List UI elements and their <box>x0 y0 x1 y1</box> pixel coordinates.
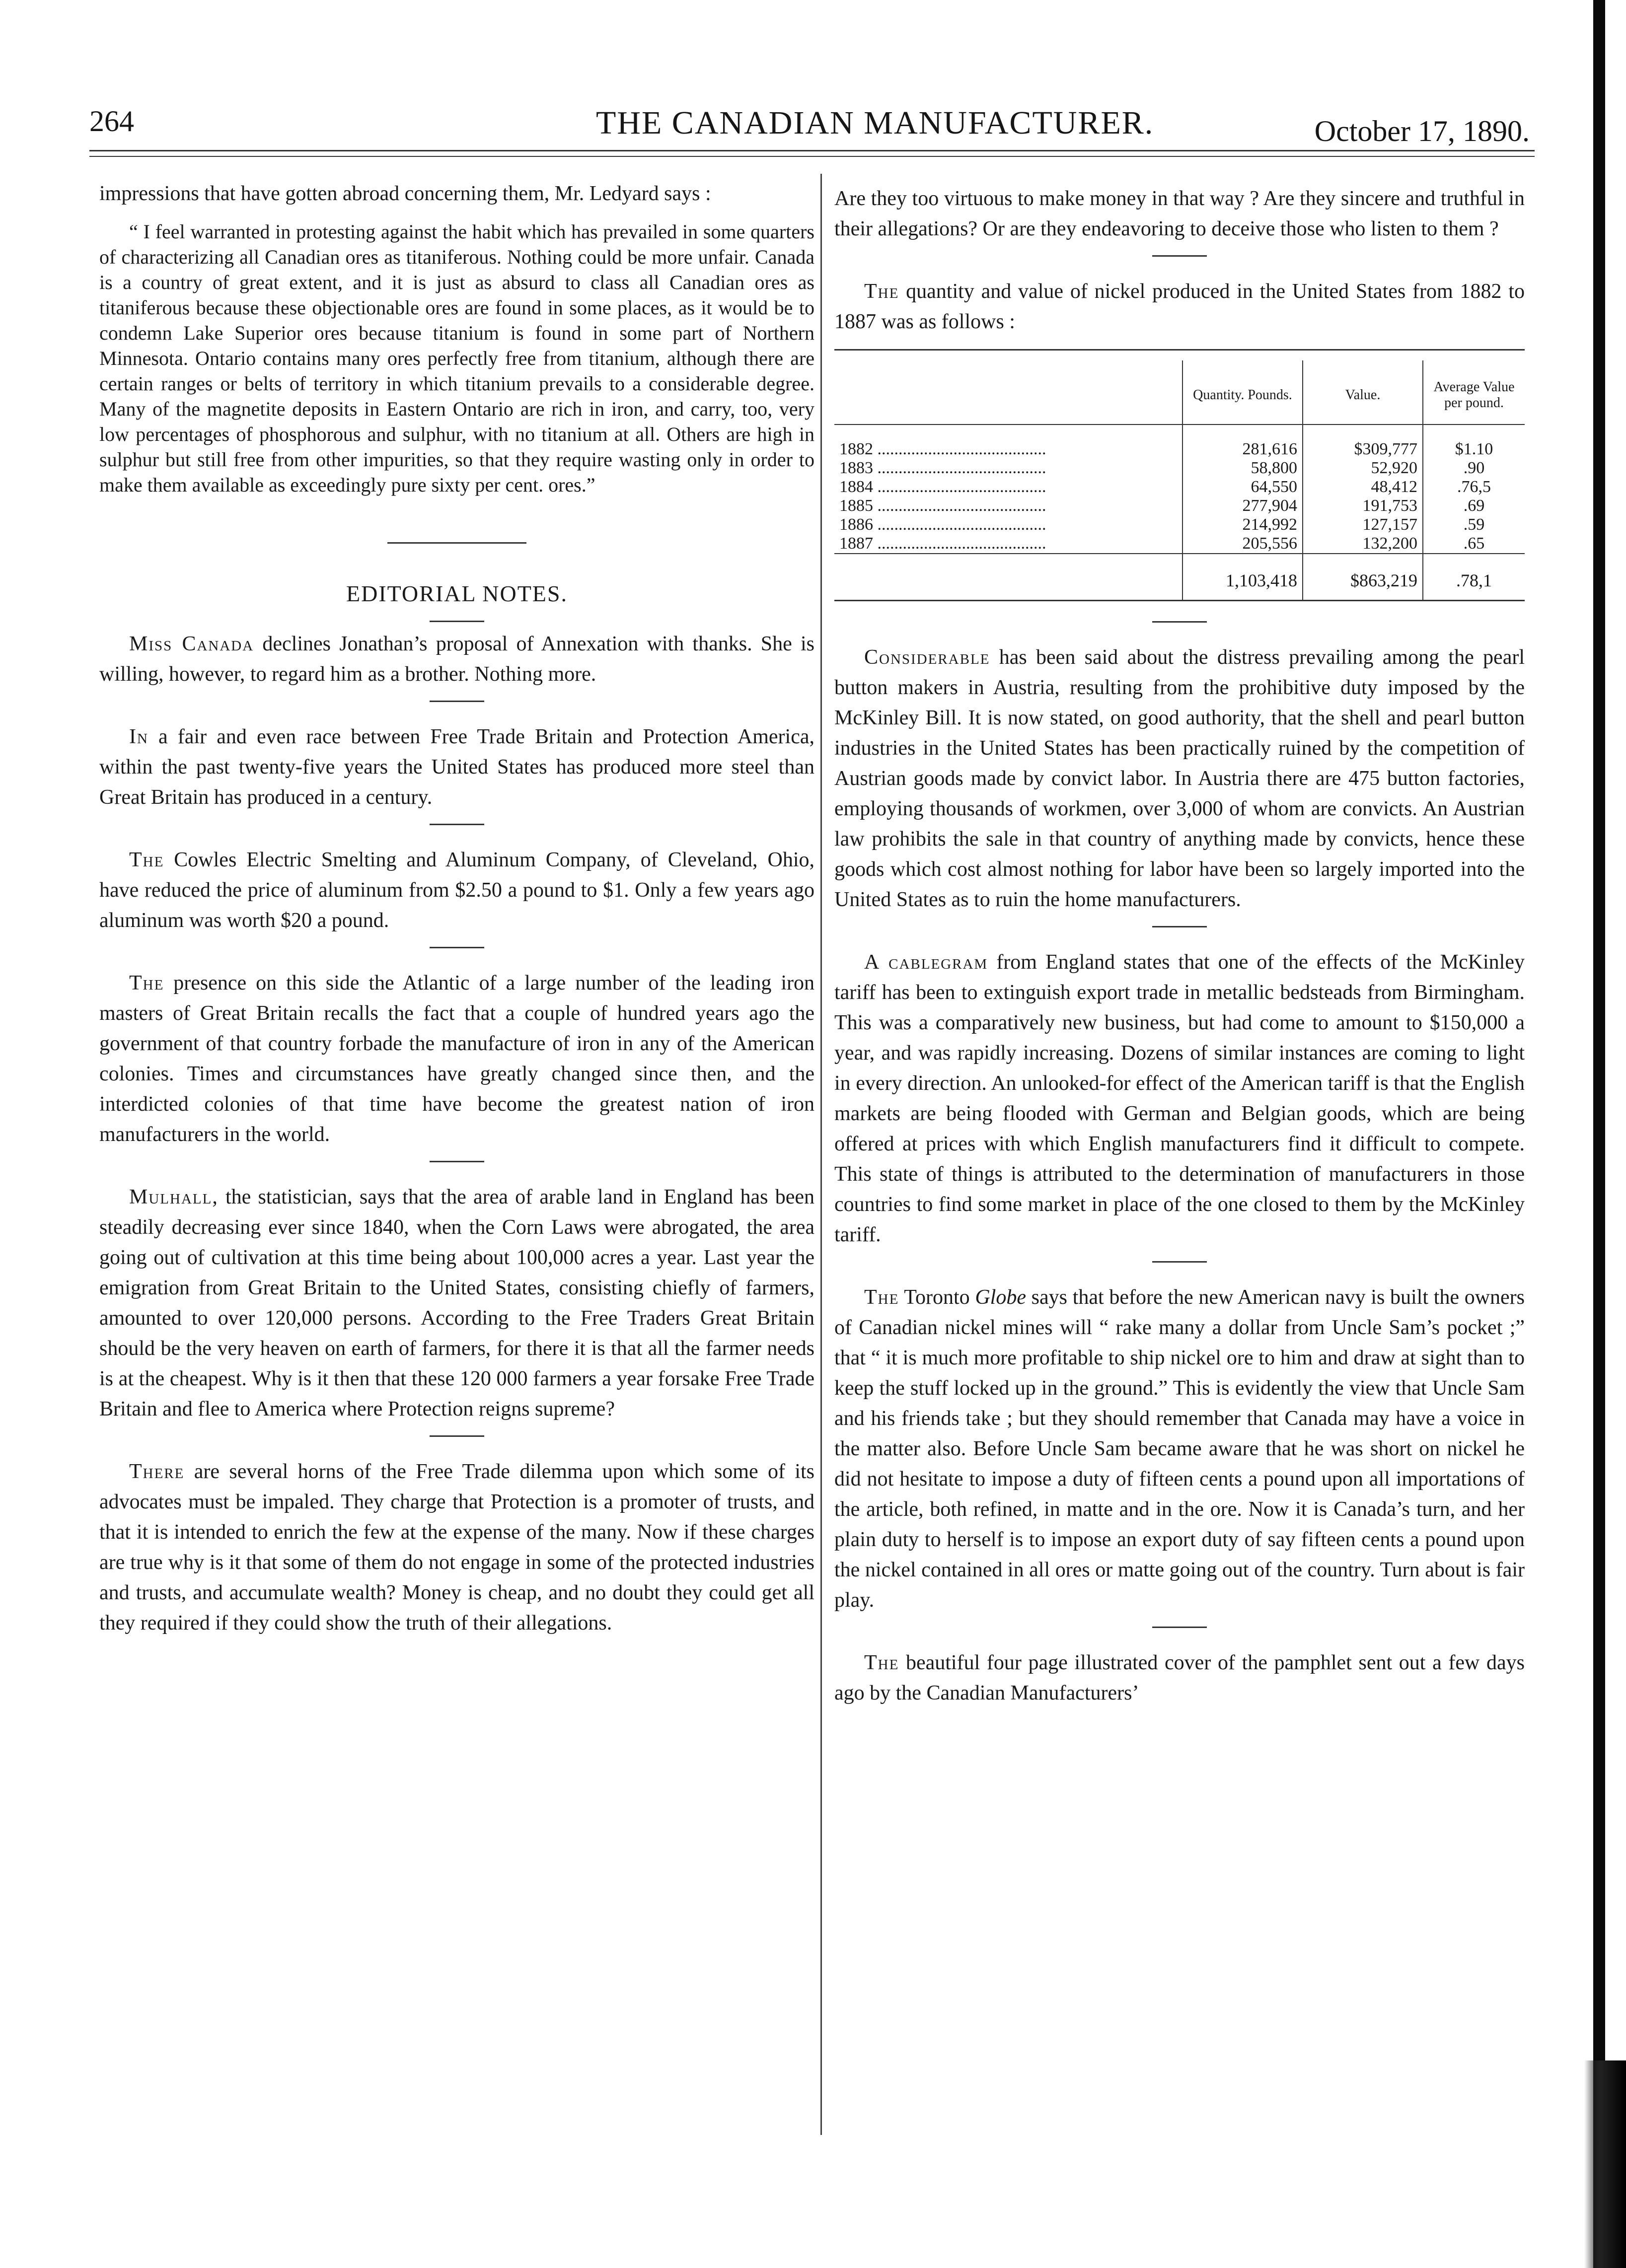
note-text: says that before the new American navy is built the owners of Canadian nickel mines will “ rake many a dollar from Uncle Sam’s pocket ;” that “ it is much more profitable to ship nickel ore to him and draw at sight than to keep the stuff locked up in the ground.” This is evidently the view that Uncle Sam and his friends take ; but they should remember that Canada may have a voice in the matter also. Before Uncle Sam became aware that he was short on nickel he did not hesitate to impose a duty of fifteen cents a pound upon all importations of the article, both refined, in matte and in the ore. Now it is Canada’s turn, and her plain duty to herself is to impose an export duty of say fifteen cents a pound upon the nickel contained in all ores or matte going out of the country. Turn about is fair play. <box>834 1286 1525 1612</box>
note-lead: The <box>129 972 164 994</box>
table-cell-average: .69 <box>1423 496 1525 515</box>
note-lead: The <box>129 849 164 871</box>
table-cell-year: 1887 ........................................ <box>839 534 1046 553</box>
note-rule <box>430 947 484 948</box>
note-steel <box>99 722 814 813</box>
note-text: declines Jonathan’s proposal of Annexation with thanks. She is willing, however, to regard him as a brother. Nothing more. <box>99 633 814 686</box>
note-rule <box>430 701 484 702</box>
note-text: presence on this side the Atlantic of a large number of the leading iron masters of Great Britain recalls the fact that a couple of hundred years ago the government of that country forbade the manufacture of iron in any of the American colonies. Times and circumstances have greatly changed since then, and the interdicted colonies of that time have become the greatest nation of iron manufacturers in the world. <box>99 972 814 1146</box>
nickel-production-table <box>834 360 1525 600</box>
table-cell-value: 52,920 <box>1303 459 1423 478</box>
note-free-trade-dilemma <box>99 1457 814 1638</box>
table-cell-year: 1883 ........................................ <box>839 459 1046 477</box>
left-column <box>99 179 814 1638</box>
note-text: a fair and even race between Free Trade Britain and Protection America, within the past twenty-five years the United States has produced more steel than Great Britain has produced in a century. <box>99 725 814 809</box>
note-annexation <box>99 629 814 690</box>
table-cell-year: 1884 ........................................ <box>839 478 1046 496</box>
note-lead: The <box>864 280 899 303</box>
table-total-average: .78,1 <box>1423 554 1525 600</box>
note-pearl-buttons <box>834 642 1525 915</box>
binding-edge-shadow <box>1584 2060 1626 2268</box>
note-lead: Mulhall, <box>129 1186 219 1208</box>
table-cell-quantity: 277,904 <box>1183 496 1303 515</box>
table-row <box>834 425 1525 459</box>
table-cell-average: .76,5 <box>1423 478 1525 496</box>
heading-rule <box>430 621 484 622</box>
newspaper-name: Globe <box>975 1286 1026 1309</box>
page-header <box>89 94 1530 149</box>
note-mulhall <box>99 1182 814 1424</box>
note-iron-masters <box>99 968 814 1150</box>
editorial-notes-heading: EDITORIAL NOTES. <box>346 581 568 606</box>
table-total-row <box>834 554 1525 600</box>
note-cablegram <box>834 947 1525 1250</box>
issue-date: October 17, 1890. <box>1314 115 1530 147</box>
note-rule <box>430 1435 484 1437</box>
note-text: Cowles Electric Smelting and Aluminum Company, of Cleveland, Ohio, have reduced the price of aluminum from $2.50 a pound to $1. Only a few years ago aluminum was worth $20 a pound. <box>99 849 814 932</box>
page-number: 264 <box>89 105 134 138</box>
table-cell-quantity: 214,992 <box>1183 515 1303 534</box>
table-row <box>834 459 1525 478</box>
article-continuation: impressions that have gotten abroad concerning them, Mr. Ledyard says : <box>99 182 711 205</box>
header-rule-double <box>89 156 1535 157</box>
table-cell-year: 1885 ........................................ <box>839 496 1046 515</box>
note-rule <box>1152 1261 1207 1263</box>
note-lead: In <box>129 725 148 748</box>
note-rule <box>1152 255 1207 257</box>
note-rule <box>1152 621 1207 623</box>
note-rule <box>1152 1627 1207 1628</box>
table-cell-value: $309,777 <box>1303 425 1423 459</box>
table-row <box>834 515 1525 534</box>
header-rule <box>89 150 1535 151</box>
note-text: has been said about the distress prevailing among the pearl button makers in Austria, resulting from the prohibitive duty imposed by the McKinley Bill. It is now stated, on good authority, that the shell and pearl button industries in the United States has been practically ruined by the competition of Austrian goods made by convict labor. In Austria there are 475 button factories, employing thousands of workmen, over 3,000 of whom are convicts. An Austrian law prohibits the sale in that country of anything made by convicts, hence these goods which cost almost nothing for labor have been so largely imported into the United States as to ruin the home manufacturers. <box>834 646 1525 911</box>
table-header-year <box>834 360 1183 425</box>
note-text: the statistician, says that the area of arable land in England has been steadily decreasing ever since 1840, when the Corn Laws were abrogated, the area going out of cultivation at this time being about 100,000 acres a year. Last year the emigration from Great Britain to the United States, consisting chiefly of farmers, amounted to over 120,000 persons. According to the Free Traders Great Britain should be the very heaven on earth of farmers, for there it is that all the farmer needs is at the cheapest. Why is it then that these 120 000 farmers a year forsake Free Trade Britain and flee to America where Protection reigns supreme? <box>99 1186 814 1420</box>
table-cell-average: $1.10 <box>1423 425 1525 459</box>
note-text: quantity and value of nickel produced in the United States from 1882 to 1887 was as follows : <box>834 280 1525 333</box>
note-rule <box>430 1161 484 1162</box>
table-row <box>834 534 1525 554</box>
table-header-quantity: Quantity. Pounds. <box>1183 360 1303 425</box>
note-text: are several horns of the Free Trade dilemma upon which some of its advocates must be impaled. They charge that Protection is a promoter of trusts, and that it is intended to enrich the few at the expense of the many. Now if these charges are true why is it that some of them do not engage in some of the protected industries and trusts, and accumulate wealth? Money is cheap, and no doubt they could get all they required if they could show the truth of their allegations. <box>99 1460 814 1634</box>
table-cell-average: .90 <box>1423 459 1525 478</box>
table-header-value: Value. <box>1303 360 1423 425</box>
note-aluminum <box>99 845 814 936</box>
table-cell-quantity: 205,556 <box>1183 534 1303 554</box>
table-cell-value: 132,200 <box>1303 534 1423 554</box>
table-cell-quantity: 58,800 <box>1183 459 1303 478</box>
note-lead: Considerable <box>864 646 990 669</box>
table-header-row <box>834 360 1525 425</box>
note-text: Toronto <box>899 1286 975 1309</box>
table-cell-value: 48,412 <box>1303 478 1423 496</box>
note-lead: There <box>129 1460 185 1483</box>
table-cell-average: .65 <box>1423 534 1525 554</box>
right-column <box>834 184 1525 1708</box>
note-lead: The <box>864 1651 899 1674</box>
note-lead: Miss Canada <box>129 633 254 655</box>
note-lead: A cablegram <box>864 951 988 974</box>
table-row <box>834 478 1525 496</box>
note-rule <box>1152 926 1207 927</box>
table-cell-average: .59 <box>1423 515 1525 534</box>
note-toronto-globe <box>834 1282 1525 1616</box>
note-text: beautiful four page illustrated cover of the pamphlet sent out a few days ago by the Canadian Manufacturers’ <box>834 1651 1525 1704</box>
table-cell-year: 1886 ........................................ <box>839 515 1046 534</box>
table-cell-year: 1882 ........................................ <box>839 440 1046 458</box>
table-cell-quantity: 64,550 <box>1183 478 1303 496</box>
nickel-intro <box>834 277 1525 337</box>
note-lead: The <box>864 1286 899 1309</box>
binding-edge <box>1593 0 1605 2268</box>
table-cell-value: 191,753 <box>1303 496 1423 515</box>
ledyard-quote: “ I feel warranted in protesting against the habit which has prevailed in some quarters of characterizing all Canadian ores as titaniferous. Nothing could be more unfair. Canada is a country of great extent, and it is just as absurd to class all Canadian ores as titaniferous because these objectionable ores are found in some places, as it would be to condemn Lake Superior ores because titanium is found in some part of Northern Minnesota. Ontario contains many ores perfectly free from titanium, although there are certain ranges or belts of territory in which titanium prevails to a considerable degree. Many of the magnetite deposits in Eastern Ontario are rich in iron, and carry, too, very low percentages of phosphorous and sulphur, with no titanium at all. Others are high in sulphur but still free from other impurities, so that they require wasting only in order to make them available as exceedingly pure sixty per cent. ores.” <box>99 220 814 496</box>
note-rule <box>430 824 484 825</box>
note-text: from England states that one of the effects of the McKinley tariff has been to extinguish export trade in metallic bedsteads from Birmingham. This was a comparatively new business, but had come to amount to $150,000 a year, and was rapidly increasing. Dozens of similar instances are coming to light in every direction. An unlooked-for effect of the American tariff is that the English markets are being flooded with German and Belgian goods, which are being offered at prices with which English manufacturers find it difficult to compete. This state of things is attributed to the determination of manufacturers in those countries to find some market in place of the one closed to them by the McKinley tariff. <box>834 951 1525 1246</box>
table-cell-year <box>834 554 1183 600</box>
section-rule <box>387 542 526 544</box>
column-divider <box>820 174 822 2135</box>
nickel-table <box>834 349 1525 601</box>
table-cell-value: 127,157 <box>1303 515 1423 534</box>
note-pamphlet <box>834 1648 1525 1708</box>
table-total-value: $863,219 <box>1303 554 1423 600</box>
table-header-average: Average Value per pound. <box>1423 360 1525 425</box>
table-cell-quantity: 281,616 <box>1183 425 1303 459</box>
table-total-quantity: 1,103,418 <box>1183 554 1303 600</box>
dilemma-continuation: Are they too virtuous to make money in that way ? Are they sincere and truthful in their allegations? Or are they endeavoring to deceive those who listen to them ? <box>834 187 1525 240</box>
table-row <box>834 496 1525 515</box>
publication-title: THE CANADIAN MANUFACTURER. <box>596 105 1154 141</box>
